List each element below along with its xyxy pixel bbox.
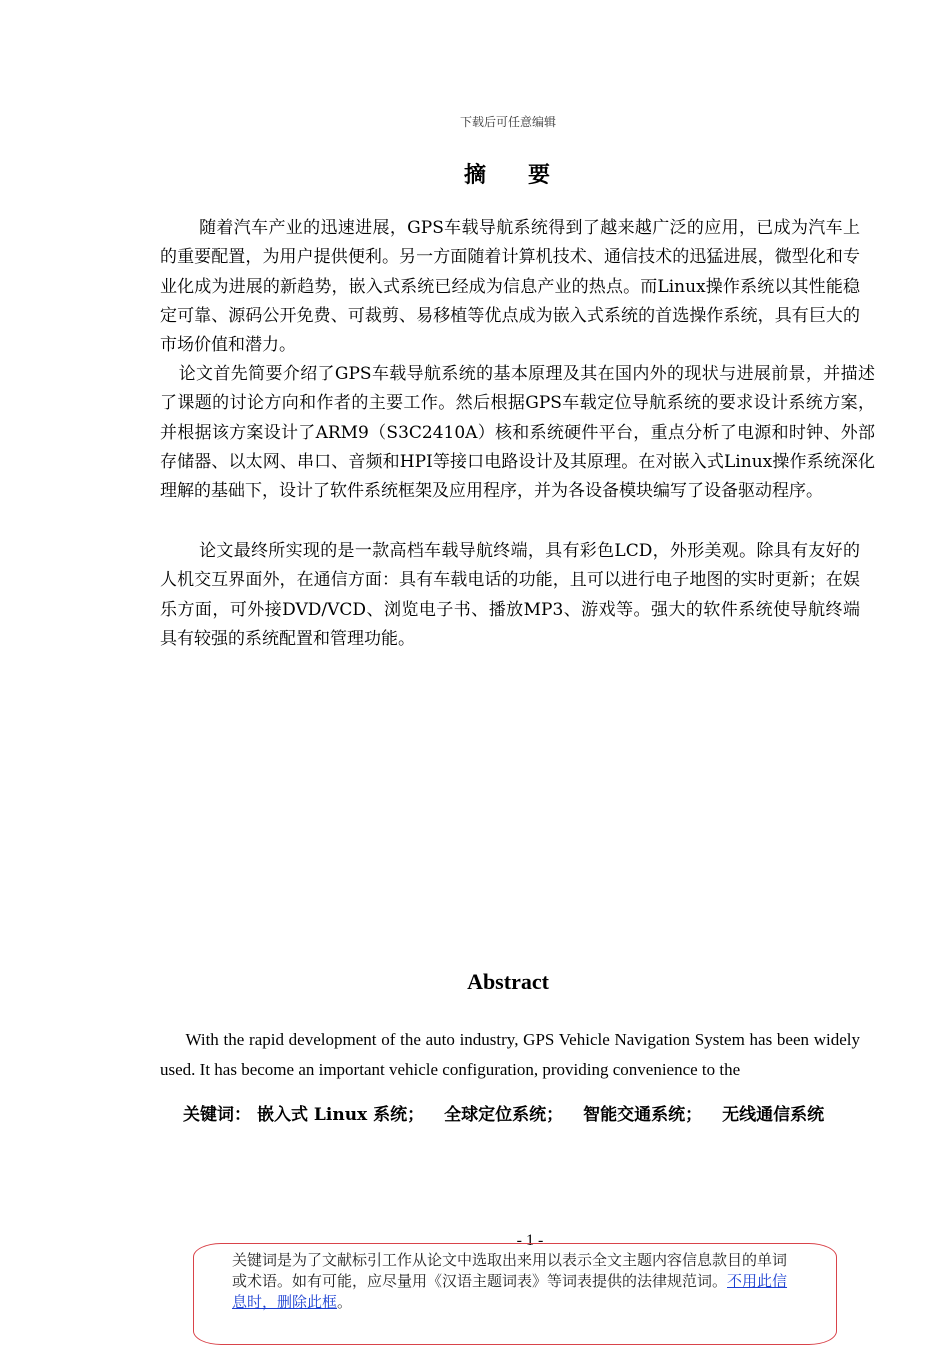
abstract-title-right: 要	[528, 162, 553, 188]
abstract-title-cn	[0, 158, 950, 189]
abstract-title-en: Abstract	[467, 969, 549, 994]
comment-body: 关键词是为了文献标引工作从论文中选取出来用以表示全文主题内容信息款目的单词或术语。如有可能，应尽量用《汉语主题词表》等词表提供的法律规范词。	[232, 1251, 788, 1290]
keyword-item: 无线通信系统	[722, 1105, 825, 1125]
keyword-item: 全球定位系统；	[444, 1105, 564, 1125]
abstract-paragraph-3: 论文最终所实现的是一款高档车载导航终端，具有彩色LCD，外形美观。除具有友好的人机交互界面外，在通信方面：具有车载电话的功能，且可以进行电子地图的实时更新；在娱乐方面，可外接DVD/VCD、浏览电子书、播放MP3、游戏等。强大的软件系统使导航终端具有较强的系统配置和管理功能。	[160, 541, 860, 649]
keyword-item: 智能交通系统；	[583, 1105, 703, 1125]
header-note: 下载后可任意编辑	[459, 115, 556, 129]
keywords-label: 关键词：	[183, 1105, 251, 1125]
delete-box-link[interactable]: 不用此信息时，删除此框	[232, 1272, 788, 1311]
comment-callout-text	[232, 1250, 792, 1313]
comment-end-punct: 。	[337, 1293, 353, 1311]
abstract-paragraph-1: 随着汽车产业的迅速进展，GPS车载导航系统得到了越来越广泛的应用，已成为汽车上的重要配置，为用户提供便利。另一方面随着计算机技术、通信技术的迅猛进展，微型化和专业化成为进展的新趋势，嵌入式系统已经成为信息产业的热点。而Linux操作系统以其性能稳定可靠、源码公开免费、可裁剪、易移植等优点成为嵌入式系统的首选操作系统，具有巨大的市场价值和潜力。	[160, 218, 860, 356]
keywords-line	[183, 1100, 883, 1125]
keyword-item: 嵌入式 Linux 系统；	[257, 1105, 425, 1125]
abstract-title-left: 摘	[463, 162, 488, 188]
abstract-text-en: With the rapid development of the auto industry, GPS Vehicle Navigation System has been widely used. It has become an important vehicle configuration, providing convenience to the	[160, 1030, 860, 1079]
abstract-paragraph-2: 论文首先简要介绍了GPS车载导航系统的基本原理及其在国内外的现状与进展前景，并描述了课题的讨论方向和作者的主要工作。然后根据GPS车载定位导航系统的要求设计系统方案，并根据该方案设计了ARM9（S3C2410A）核和系统硬件平台，重点分析了电源和时钟、外部存储器、以太网、串口、音频和HPI等接口电路设计及其原理。在对嵌入式Linux操作系统深化理解的基础下，设计了软件系统框架及应用程序，并为各设备模块编写了设备驱动程序。	[160, 364, 875, 502]
page-number: - 1 -	[516, 1232, 544, 1249]
